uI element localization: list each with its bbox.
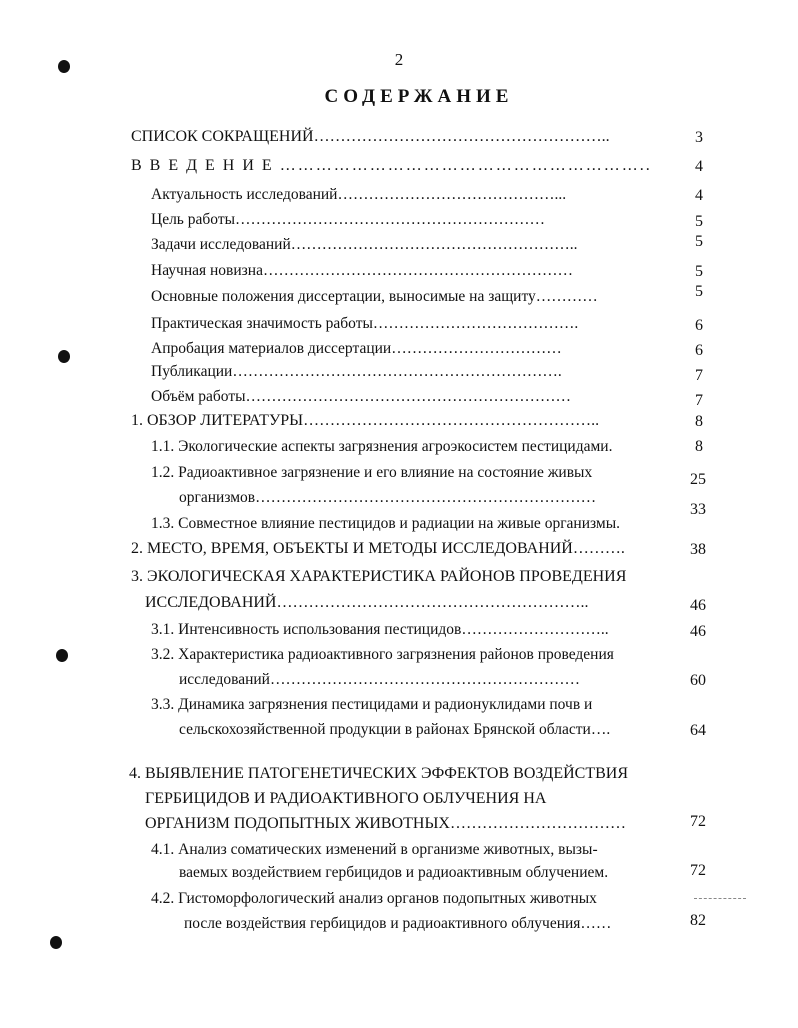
toc-entry-3-2: 3.2. Характеристика радиоактивного загрязнения районов проведения: [151, 646, 614, 663]
toc-entry-3-3: 3.3. Динамика загрязнения пестицидами и радионуклидами почв и: [151, 696, 593, 713]
toc-entry-4-2: 4.2. Гистоморфологический анализ органов подопытных животных: [151, 890, 597, 907]
toc-entry-1-2: 1.2. Радиоактивное загрязнение и его влияние на состояние живых: [151, 464, 593, 481]
toc-entry-volume: Объём работы………………………………………………………: [151, 388, 572, 405]
toc-page-number: 6: [695, 342, 703, 359]
toc-entry-approbation: Апробация материалов диссертации……………………………: [151, 340, 562, 357]
toc-page-number: 46: [690, 597, 706, 614]
toc-page-number: 5: [695, 213, 703, 230]
toc-entry-novelty: Научная новизна……………………………………………………: [151, 262, 573, 279]
punch-hole-mark: [58, 60, 70, 73]
toc-page-number: 5: [695, 233, 703, 250]
toc-entry-4-2-continued: после воздействия гербицидов и радиоактивного облучения……: [184, 915, 612, 932]
toc-entry-chapter-3-continued: ИССЛЕДОВАНИЙ…………………………………………………..: [145, 594, 589, 611]
toc-page-number: 46: [690, 623, 706, 640]
toc-page-number: 25: [690, 471, 706, 488]
toc-entry-1-3: 1.3. Совместное влияние пестицидов и радиации на живые организмы.: [151, 515, 621, 532]
toc-page-number: 38: [690, 541, 706, 558]
toc-entry-practical-significance: Практическая значимость работы………………………………….: [151, 315, 579, 332]
toc-page-number: 5: [695, 263, 703, 280]
toc-page-number: 33: [690, 501, 706, 518]
toc-entry-chapter-4-line-3: ОРГАНИЗМ ПОДОПЫТНЫХ ЖИВОТНЫХ……………………………: [145, 815, 626, 832]
toc-entry-3-2-continued: исследований……………………………………………………: [179, 671, 580, 688]
toc-page-number: 82: [690, 912, 706, 929]
toc-entry-4-1-continued: ваемых воздействием гербицидов и радиоактивным облучением.: [179, 864, 609, 881]
toc-entry-main-provisions: Основные положения диссертации, выносимые на защиту…………: [151, 288, 598, 305]
toc-entry-relevance: Актуальность исследований……………………………………...: [151, 186, 567, 203]
toc-page-number: 60: [690, 672, 706, 689]
toc-entry-3-3-continued: сельскохозяйственной продукции в районах Брянской области….: [179, 721, 611, 738]
toc-entry-chapter-3: 3. ЭКОЛОГИЧЕСКАЯ ХАРАКТЕРИСТИКА РАЙОНОВ ПРОВЕДЕНИЯ: [131, 568, 627, 585]
punch-hole-mark: [58, 350, 70, 363]
toc-entry-goal: Цель работы……………………………………………………: [151, 211, 546, 228]
toc-page-number: 3: [695, 129, 703, 146]
toc-page-number: 4: [695, 187, 703, 204]
toc-page-number: 64: [690, 722, 706, 739]
punch-hole-mark: [56, 649, 68, 662]
toc-page-number: 4: [695, 158, 703, 175]
toc-entry-chapter-1: 1. ОБЗОР ЛИТЕРАТУРЫ………………………………………………..: [131, 412, 600, 429]
toc-entry-introduction: В В Е Д Е Н И Е ……………………………………………………..: [131, 157, 652, 174]
toc-page-number: 7: [695, 367, 703, 384]
scan-artifact-line: [694, 898, 746, 899]
toc-entry-chapter-4-line-2: ГЕРБИЦИДОВ И РАДИОАКТИВНОГО ОБЛУЧЕНИЯ НА: [145, 790, 547, 807]
toc-page-number: 6: [695, 317, 703, 334]
toc-entry-abbreviations: СПИСОК СОКРАЩЕНИЙ………………………………………………..: [131, 128, 610, 145]
toc-entry-4-1: 4.1. Анализ соматических изменений в организме животных, вызы-: [151, 841, 598, 858]
toc-page-number: 72: [690, 813, 706, 830]
toc-page-number: 7: [695, 392, 703, 409]
toc-entry-1-1: 1.1. Экологические аспекты загрязнения агроэкосистем пестицидами.: [151, 438, 613, 455]
page-title: СОДЕРЖАНИЕ: [324, 86, 514, 107]
toc-page-number: 5: [695, 283, 703, 300]
toc-entry-1-2-continued: организмов…………………………………………………………: [179, 489, 597, 506]
punch-hole-mark: [50, 936, 62, 949]
toc-page-number: 8: [695, 413, 703, 430]
toc-entry-publications: Публикации……………………………………………………….: [151, 363, 562, 380]
toc-page-number: 8: [695, 438, 703, 455]
toc-entry-tasks: Задачи исследований………………………………………………..: [151, 236, 578, 253]
toc-page-number: 72: [690, 862, 706, 879]
toc-entry-3-1: 3.1. Интенсивность использования пестицидов………………………..: [151, 621, 609, 638]
toc-entry-chapter-2: 2. МЕСТО, ВРЕМЯ, ОБЪЕКТЫ И МЕТОДЫ ИССЛЕДОВАНИЙ……….: [131, 540, 625, 557]
page-number: 2: [394, 50, 404, 69]
toc-entry-chapter-4: 4. ВЫЯВЛЕНИЕ ПАТОГЕНЕТИЧЕСКИХ ЭФФЕКТОВ ВОЗДЕЙСТВИЯ: [129, 765, 628, 782]
